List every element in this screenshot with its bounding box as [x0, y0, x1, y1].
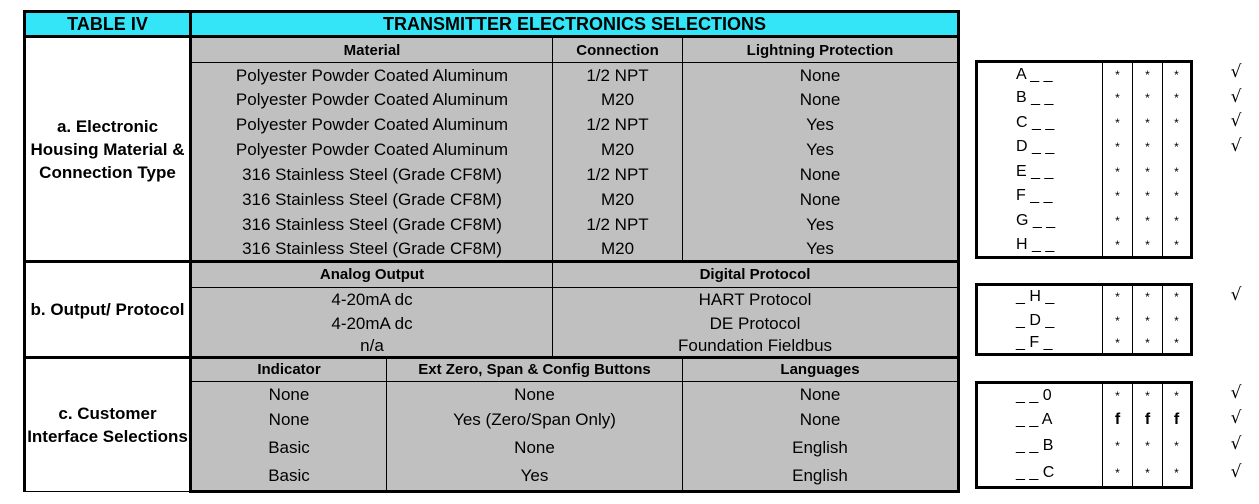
mark-cell: *	[1163, 111, 1192, 136]
code-row	[977, 135, 1192, 160]
code-row	[977, 383, 1192, 408]
mark-cell: *	[1103, 285, 1133, 309]
header-config-buttons: Ext Zero, Span & Config Buttons	[387, 357, 683, 381]
section-a-label: a. Electronic Housing Material & Connection Type	[25, 37, 191, 262]
lightning-cell: None	[683, 162, 959, 187]
mark-cell: *	[1133, 135, 1163, 160]
config-buttons-cell: Yes (Zero/Span Only)	[387, 407, 683, 432]
section-b-label: b. Output/ Protocol	[25, 262, 191, 358]
mark-cell: *	[1103, 160, 1133, 185]
mark-cell: *	[1133, 433, 1163, 460]
mark-cell: *	[1133, 460, 1163, 488]
code-row	[977, 233, 1192, 258]
connection-cell: 1/2 NPT	[553, 112, 683, 137]
mark-cell: *	[1133, 111, 1163, 136]
mark-cell: *	[1103, 111, 1133, 136]
mark-cell: f	[1133, 408, 1163, 433]
material-cell: 316 Stainless Steel (Grade CF8M)	[191, 212, 553, 237]
mark-cell: *	[1103, 383, 1133, 408]
connection-cell: 1/2 NPT	[553, 212, 683, 237]
mark-cell: *	[1163, 433, 1192, 460]
header-languages: Languages	[683, 357, 959, 381]
mark-cell: *	[1133, 233, 1163, 258]
section-c-code-box	[975, 381, 1193, 489]
languages-cell: None	[683, 382, 959, 407]
header-lightning-protection: Lightning Protection	[683, 37, 959, 62]
mark-cell: *	[1163, 135, 1192, 160]
connection-cell: M20	[553, 237, 683, 262]
section-b-checks	[1222, 283, 1250, 307]
code-row	[977, 333, 1192, 355]
digital-protocol-cell: Foundation Fieldbus	[553, 336, 959, 357]
section-a-checks	[1222, 60, 1250, 158]
mark-cell: *	[1133, 309, 1163, 333]
section-c-header-row	[25, 357, 959, 381]
config-buttons-cell: Yes	[387, 462, 683, 492]
header-digital-protocol: Digital Protocol	[553, 262, 959, 287]
code-row	[977, 160, 1192, 185]
mark-cell: *	[1163, 62, 1192, 87]
mark-cell: *	[1133, 209, 1163, 234]
mark-cell: *	[1133, 333, 1163, 355]
code-value: _ _ B	[1016, 437, 1054, 454]
mark-cell: *	[1163, 209, 1192, 234]
mark-cell: *	[1133, 285, 1163, 309]
material-cell: 316 Stainless Steel (Grade CF8M)	[191, 187, 553, 212]
check-mark: √	[1230, 383, 1242, 403]
code-value: _ H _	[1016, 288, 1055, 306]
indicator-cell: Basic	[191, 432, 387, 461]
lightning-cell: Yes	[683, 212, 959, 237]
analog-output-cell: 4-20mA dc	[191, 311, 553, 335]
check-mark: √	[1230, 285, 1242, 305]
mark-cell: *	[1103, 184, 1133, 209]
indicator-cell: None	[191, 407, 387, 432]
lightning-cell: Yes	[683, 112, 959, 137]
material-cell: Polyester Powder Coated Aluminum	[191, 112, 553, 137]
languages-cell: English	[683, 432, 959, 461]
mark-cell: *	[1133, 383, 1163, 408]
connection-cell: 1/2 NPT	[553, 162, 683, 187]
code-value: D _ _	[1016, 138, 1055, 156]
code-row	[977, 184, 1192, 209]
code-row	[977, 460, 1192, 488]
check-mark: √	[1230, 135, 1242, 156]
selections-table	[23, 10, 960, 493]
mark-cell: *	[1163, 233, 1192, 258]
mark-cell: *	[1163, 383, 1192, 408]
code-value: _ _ 0	[1016, 386, 1052, 404]
indicator-cell: None	[191, 382, 387, 407]
mark-cell: *	[1133, 184, 1163, 209]
section-b-code-box	[975, 283, 1193, 356]
section-a-header-row	[25, 37, 959, 62]
code-value: _ _ A	[1016, 411, 1053, 428]
material-cell: Polyester Powder Coated Aluminum	[191, 62, 553, 87]
mark-cell: *	[1163, 333, 1192, 355]
mark-cell: *	[1163, 86, 1192, 111]
connection-cell: M20	[553, 187, 683, 212]
material-cell: Polyester Powder Coated Aluminum	[191, 137, 553, 162]
connection-cell: M20	[553, 87, 683, 112]
code-value: C _ _	[1016, 113, 1055, 131]
connection-cell: M20	[553, 137, 683, 162]
config-buttons-cell: None	[387, 432, 683, 461]
header-material: Material	[191, 37, 553, 62]
table-title: TRANSMITTER ELECTRONICS SELECTIONS	[191, 12, 959, 37]
analog-output-cell: 4-20mA dc	[191, 287, 553, 311]
mark-cell: *	[1163, 460, 1192, 488]
mark-cell: *	[1103, 433, 1133, 460]
mark-cell: *	[1103, 86, 1133, 111]
mark-cell: *	[1133, 160, 1163, 185]
connection-cell: 1/2 NPT	[553, 62, 683, 87]
code-value: E _ _	[1016, 162, 1054, 180]
mark-cell: *	[1163, 285, 1192, 309]
mark-cell: *	[1103, 333, 1133, 355]
check-mark: √	[1230, 111, 1242, 131]
mark-cell: *	[1103, 460, 1133, 488]
mark-cell: *	[1163, 160, 1192, 185]
code-value: H _ _	[1016, 235, 1055, 253]
mark-cell: f	[1163, 408, 1192, 433]
analog-output-cell: n/a	[191, 336, 553, 357]
code-row	[977, 111, 1192, 136]
code-value: _ D _	[1016, 311, 1055, 329]
table-label: TABLE IV	[25, 12, 191, 37]
check-mark: √	[1230, 462, 1242, 482]
digital-protocol-cell: HART Protocol	[553, 287, 959, 311]
header-connection: Connection	[553, 37, 683, 62]
mark-cell: *	[1103, 135, 1133, 160]
lightning-cell: None	[683, 62, 959, 87]
mark-cell: *	[1133, 62, 1163, 87]
check-mark: √	[1230, 62, 1242, 82]
material-cell: Polyester Powder Coated Aluminum	[191, 87, 553, 112]
section-c-label: c. Customer Interface Selections	[25, 357, 191, 491]
header-analog-output: Analog Output	[191, 262, 553, 287]
code-value: A _ _	[1016, 65, 1053, 83]
mark-cell: f	[1103, 408, 1133, 433]
lightning-cell: Yes	[683, 137, 959, 162]
mark-cell: *	[1133, 86, 1163, 111]
code-value: _ _ C	[1016, 463, 1055, 481]
section-a-code-box	[975, 60, 1193, 259]
check-mark: √	[1230, 408, 1242, 428]
code-value: G _ _	[1016, 211, 1056, 229]
title-row	[25, 12, 959, 37]
code-row	[977, 309, 1192, 333]
code-value: F _ _	[1016, 187, 1053, 205]
mark-cell: *	[1103, 309, 1133, 333]
mark-cell: *	[1103, 209, 1133, 234]
code-row	[977, 86, 1192, 111]
code-value: _ F _	[1016, 333, 1053, 351]
code-row	[977, 408, 1192, 433]
code-row	[977, 285, 1192, 309]
mark-cell: *	[1103, 62, 1133, 87]
check-mark: √	[1230, 86, 1242, 107]
section-b-header-row	[25, 262, 959, 287]
mark-cell: *	[1103, 233, 1133, 258]
header-indicator: Indicator	[191, 357, 387, 381]
languages-cell: None	[683, 407, 959, 432]
lightning-cell: None	[683, 187, 959, 212]
section-c-checks	[1222, 381, 1250, 486]
mark-cell: *	[1163, 184, 1192, 209]
material-cell: 316 Stainless Steel (Grade CF8M)	[191, 162, 553, 187]
mark-cell: *	[1163, 309, 1192, 333]
code-row	[977, 433, 1192, 460]
config-buttons-cell: None	[387, 382, 683, 407]
lightning-cell: Yes	[683, 237, 959, 262]
languages-cell: English	[683, 462, 959, 492]
indicator-cell: Basic	[191, 462, 387, 492]
lightning-cell: None	[683, 87, 959, 112]
code-value: B _ _	[1016, 89, 1054, 107]
code-row	[977, 62, 1192, 87]
digital-protocol-cell: DE Protocol	[553, 311, 959, 335]
check-mark: √	[1230, 434, 1242, 454]
code-row	[977, 209, 1192, 234]
material-cell: 316 Stainless Steel (Grade CF8M)	[191, 237, 553, 262]
